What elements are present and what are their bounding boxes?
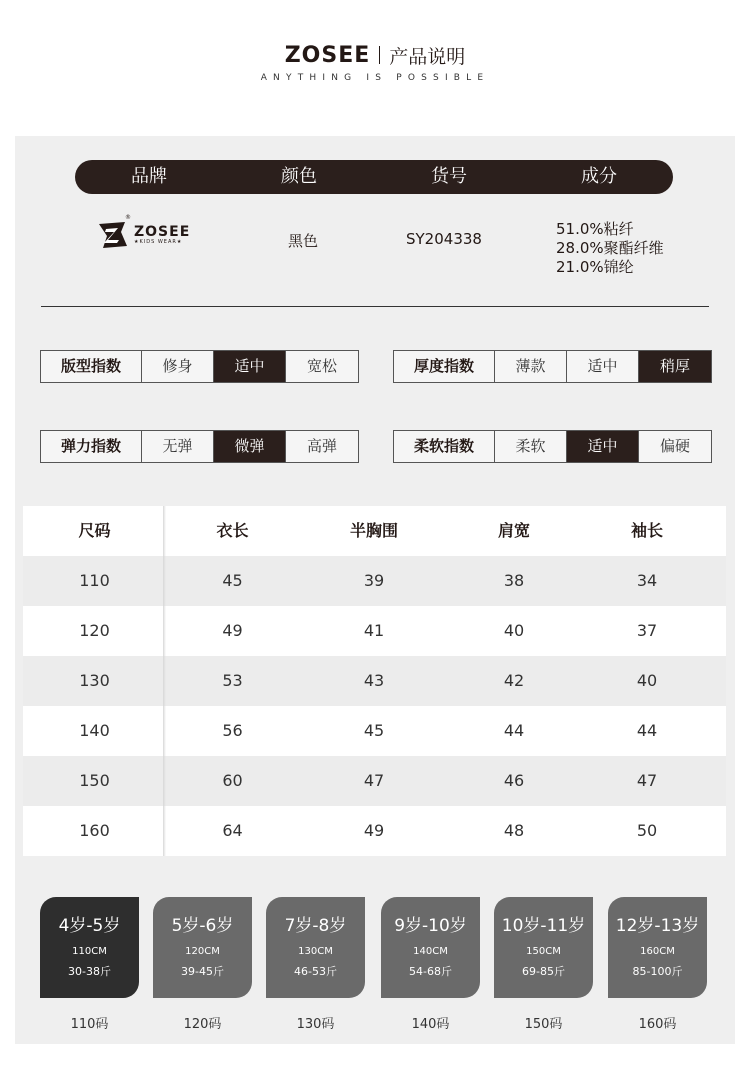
size-card [381, 897, 480, 998]
table-cell: 50 [636, 821, 658, 840]
table-row [23, 806, 726, 856]
table-cell: 160 [79, 821, 110, 840]
card-age: 5岁-6岁 [171, 916, 234, 936]
table-body [23, 556, 726, 856]
product-panel [15, 136, 735, 1044]
logo-icon [95, 214, 131, 252]
table-cell: 39 [363, 571, 385, 590]
size-card [266, 897, 365, 998]
elasticity-index [40, 430, 359, 463]
table-cell: 48 [503, 821, 525, 840]
fit-option: 宽松 [306, 357, 337, 375]
table-cell: 40 [503, 621, 525, 640]
table-cell: 130 [79, 671, 110, 690]
table-cell: 47 [636, 771, 658, 790]
composition-line: 28.0%聚酯纤维 [556, 239, 664, 257]
table-cell: 45 [222, 571, 243, 590]
table-cell: 46 [503, 771, 525, 790]
info-values-row [15, 212, 735, 292]
table-cell: 44 [503, 721, 525, 740]
color-value: 黑色 [288, 232, 319, 250]
table-cell: 64 [222, 821, 243, 840]
fit-option: 修身 [142, 351, 214, 382]
fit-index [40, 350, 359, 383]
elasticity-option: 微弹 [214, 431, 286, 462]
table-header-row [23, 506, 726, 556]
composition-value [556, 220, 664, 277]
table-cell: 40 [636, 671, 658, 690]
header-brand: 品牌 [131, 166, 167, 187]
softness-option: 柔软 [495, 431, 567, 462]
size-code-label: 150码 [524, 1017, 563, 1032]
table-row [23, 556, 726, 606]
brand-line [0, 42, 750, 68]
tagline: ANYTHING IS POSSIBLE [260, 73, 490, 83]
card-age: 9岁-10岁 [394, 916, 467, 936]
table-cell: 45 [363, 721, 385, 740]
table-cell: 110 [79, 571, 110, 590]
table-row [23, 756, 726, 806]
table-cell: 56 [222, 721, 243, 740]
page-header [0, 42, 750, 83]
softness-index-label: 柔软指数 [394, 431, 495, 462]
page-title: 产品说明 [389, 45, 466, 68]
card-height: 120CM [185, 946, 220, 957]
header-color: 颜色 [281, 166, 317, 187]
size-table [23, 506, 726, 856]
table-cell: 41 [363, 621, 385, 640]
table-cell: 120 [79, 621, 110, 640]
table-cell: 42 [503, 671, 525, 690]
card-weight: 54-68斤 [409, 965, 452, 978]
card-age: 12岁-13岁 [615, 916, 700, 936]
card-weight: 85-100斤 [632, 965, 683, 978]
thickness-option: 稍厚 [639, 351, 711, 382]
table-cell: 37 [636, 621, 658, 640]
brand-separator [379, 46, 380, 64]
size-card [153, 897, 252, 998]
table-row [23, 606, 726, 656]
section-divider [41, 306, 709, 307]
softness-index [393, 430, 712, 463]
sku-value: SY204338 [406, 230, 482, 248]
card-age: 4岁-5岁 [58, 916, 121, 936]
size-card [608, 897, 707, 998]
size-code-label: 110码 [70, 1017, 109, 1032]
card-age: 10岁-11岁 [501, 916, 586, 936]
thickness-index-label: 厚度指数 [394, 351, 495, 382]
table-row [23, 706, 726, 756]
table-header-cell: 尺码 [78, 521, 111, 540]
table-header-cell: 袖长 [630, 521, 663, 540]
brand-logo [95, 214, 191, 252]
card-weight: 30-38斤 [68, 965, 111, 978]
composition-line: 51.0%粘纤 [556, 220, 634, 238]
size-card [494, 897, 593, 998]
table-cell: 44 [636, 721, 658, 740]
card-height: 110CM [72, 946, 107, 957]
elasticity-option: 无弹 [142, 431, 214, 462]
logo-name: ZOSEE [134, 223, 191, 240]
softness-option: 适中 [567, 431, 639, 462]
thickness-option: 薄款 [495, 351, 567, 382]
size-card [40, 897, 139, 998]
brand-name: ZOSEE [284, 42, 371, 68]
size-code-label: 140码 [411, 1017, 450, 1032]
size-code-label: 160码 [638, 1017, 677, 1032]
card-height: 150CM [526, 946, 561, 957]
table-cell: 43 [363, 671, 385, 690]
table-row [23, 656, 726, 706]
table-cell: 150 [79, 771, 110, 790]
size-code-label: 120码 [183, 1017, 222, 1032]
table-cell: 49 [363, 821, 385, 840]
fit-option: 适中 [214, 351, 286, 382]
logo-text [134, 225, 190, 246]
table-cell: 47 [363, 771, 385, 790]
card-age: 7岁-8岁 [284, 916, 347, 936]
column-shadow [163, 506, 166, 856]
thickness-index [393, 350, 712, 383]
thickness-option: 适中 [567, 351, 639, 382]
table-header-cell: 衣长 [216, 521, 249, 540]
size-code-label: 130码 [296, 1017, 335, 1032]
header-sku: 货号 [431, 166, 467, 187]
elasticity-option: 高弹 [306, 437, 337, 455]
softness-option: 偏硬 [659, 437, 690, 455]
table-header-cell: 肩宽 [497, 521, 530, 540]
table-cell: 140 [79, 721, 110, 740]
logo-subtext: ★KIDS WEAR★ [134, 238, 183, 245]
card-height: 130CM [298, 946, 333, 957]
registered-mark: ® [125, 214, 131, 221]
table-cell: 53 [222, 671, 243, 690]
table-cell: 60 [222, 771, 243, 790]
header-composition: 成分 [581, 166, 617, 187]
card-height: 140CM [413, 946, 448, 957]
card-weight: 46-53斤 [294, 965, 337, 978]
table-cell: 34 [636, 571, 658, 590]
card-weight: 69-85斤 [522, 965, 565, 978]
card-weight: 39-45斤 [181, 965, 224, 978]
table-header-cell: 半胸围 [349, 521, 398, 540]
fit-index-label: 版型指数 [41, 351, 142, 382]
elasticity-index-label: 弹力指数 [41, 431, 142, 462]
table-cell: 38 [503, 571, 525, 590]
card-height: 160CM [640, 946, 675, 957]
table-cell: 49 [222, 621, 243, 640]
composition-line: 21.0%锦纶 [556, 258, 634, 276]
info-header-bar [75, 160, 673, 194]
